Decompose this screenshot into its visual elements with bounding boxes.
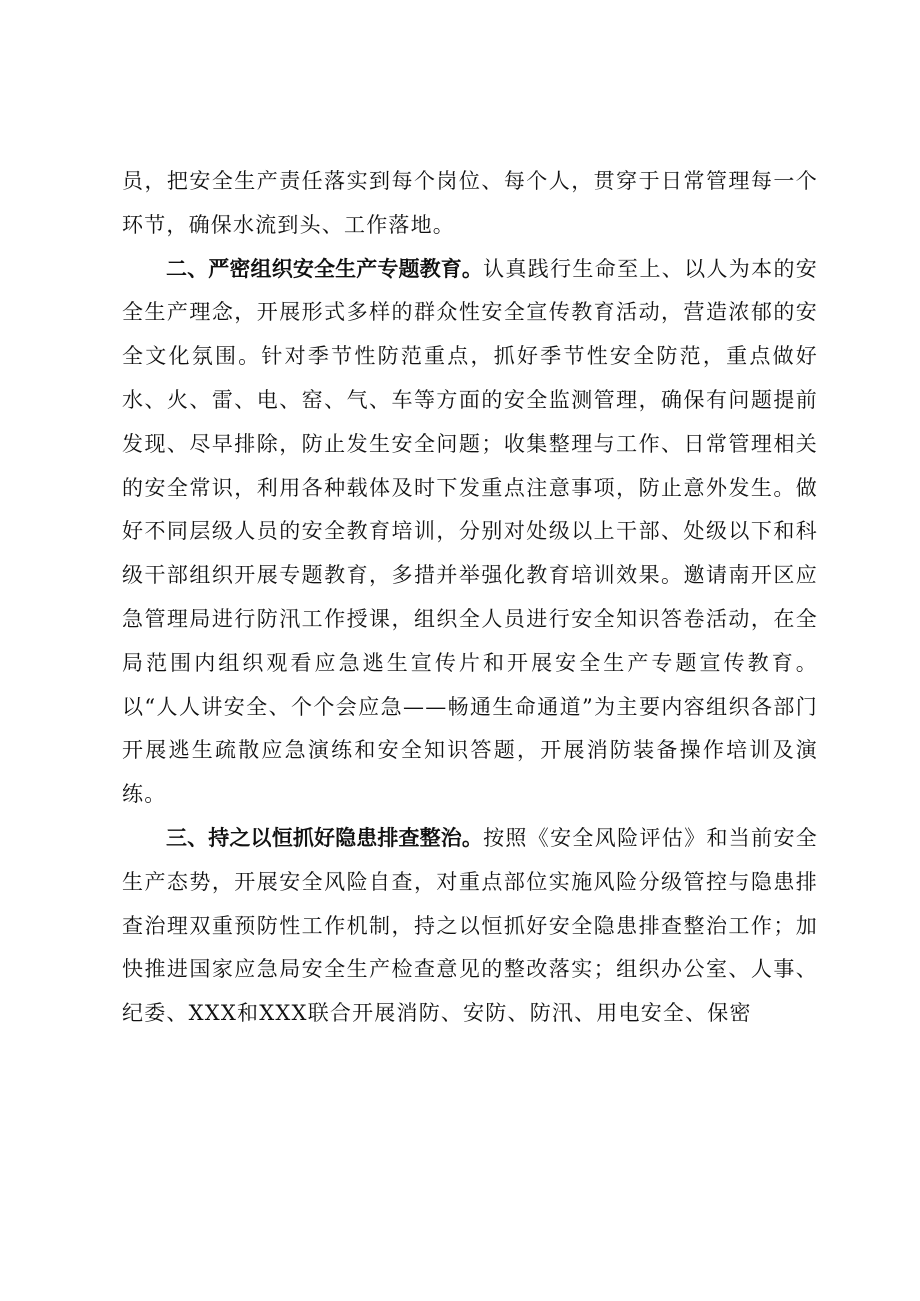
paragraph-section-3 — [122, 817, 818, 1036]
paragraph-continuation — [122, 160, 818, 248]
paragraph-section-2 — [122, 248, 818, 817]
section-heading: 二、严密组织安全生产专题教育。 — [166, 256, 484, 281]
section-heading: 三、持之以恒抓好隐患排查整治。 — [166, 825, 484, 850]
document-body — [122, 160, 818, 1036]
paragraph-text: 员，把安全生产责任落实到每个岗位、每个人，贯穿于日常管理每一个环节，确保水流到头、工作落地。 — [122, 169, 818, 237]
paragraph-text: 认真践行生命至上、以人为本的安全生产理念，开展形式多样的群众性安全宣传教育活动，营造浓郁的安全文化氛围。针对季节性防范重点，抓好季节性安全防范，重点做好水、火、雷、电、窑、气、车等方面的安全监测管理，确保有问题提前发现、尽早排除，防止发生安全问题；收集整理与工作、日常管理相关的安全常识，利用各种载体及时下发重点注意事项，防止意外发生。做好不同层级人员的安全教育培训，分别对处级以上干部、处级以下和科级干部组织开展专题教育，多措并举强化教育培训效果。邀请南开区应急管理局进行防汛工作授课，组织全人员进行安全知识答卷活动，在全局范围内组织观看应急逃生宣传片和开展安全生产专题宣传教育。以“人人讲安全、个个会应急——畅通生命通道”为主要内容组织各部门开展逃生疏散应急演练和安全知识答题，开展消防装备操作培训及演练。 — [122, 256, 819, 807]
paragraph-text: 按照《安全风险评估》和当前安全生产态势，开展安全风险自查，对重点部位实施风险分级管控与隐患排查治理双重预防性工作机制，持之以恒抓好安全隐患排查整治工作；加快推进国家应急局安全生产检查意见的整改落实；组织办公室、人事、纪委、XXX和XXX联合开展消防、安防、防汛、用电安全、保密 — [122, 825, 819, 1026]
